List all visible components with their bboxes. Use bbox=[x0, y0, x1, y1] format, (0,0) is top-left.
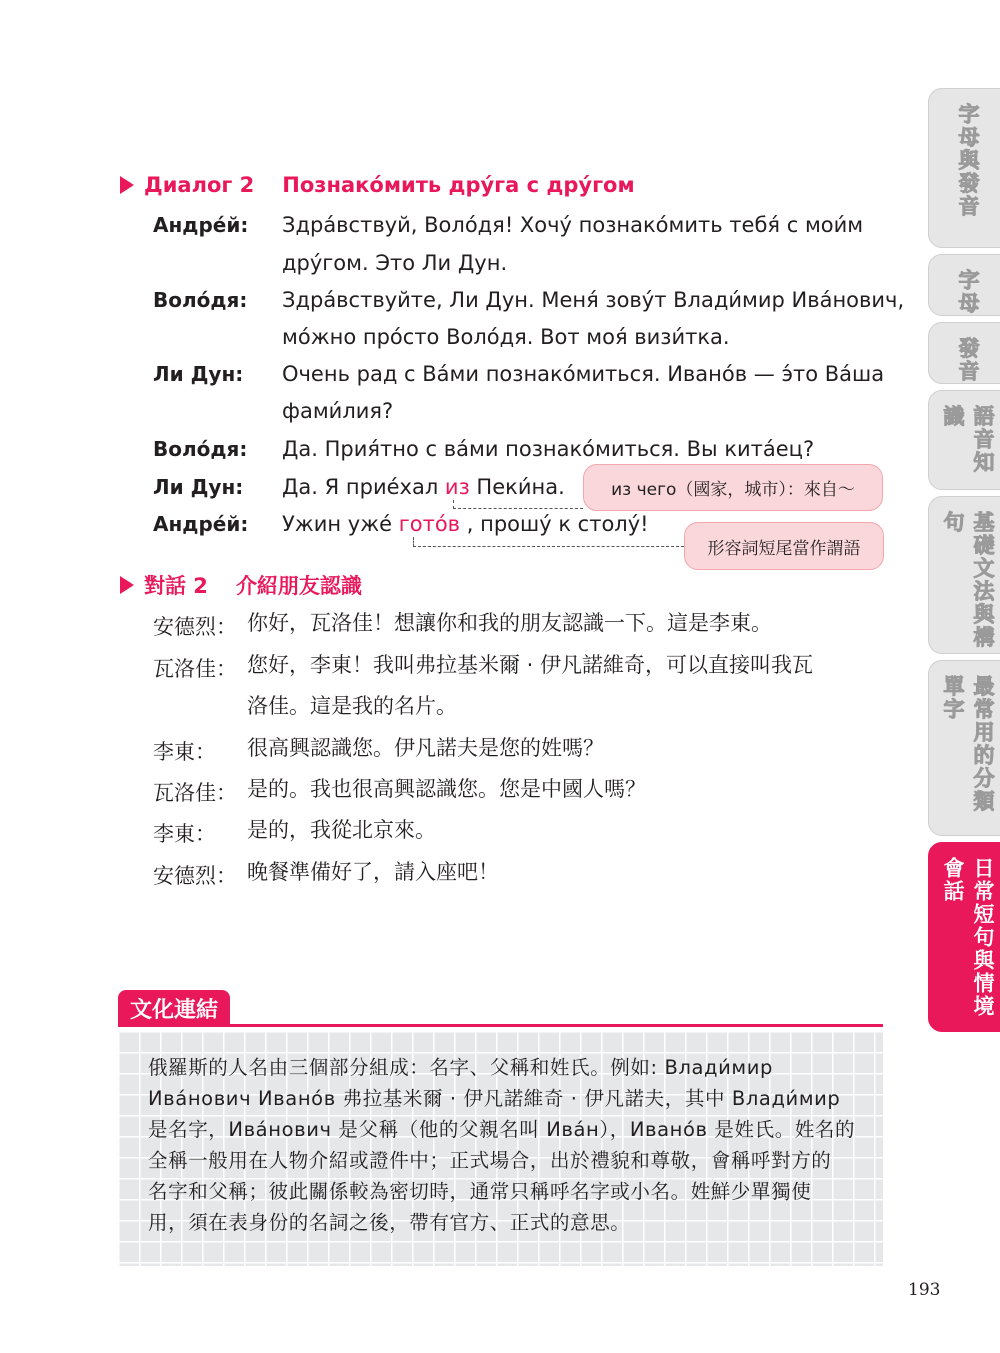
speaker: 安德烈： bbox=[153, 615, 237, 639]
speaker: Андре́й: bbox=[153, 512, 249, 536]
dialog-line: Здра́вствуйте, Ли Дун. Меня́ зову́т Влади́мир Ива́нович, bbox=[282, 288, 905, 312]
text-part: Ужин уже́ bbox=[282, 512, 399, 536]
tab-label: 字母 bbox=[956, 269, 980, 315]
dialog-line: 晚餐準備好了，請入座吧！ bbox=[247, 860, 499, 884]
speaker: Воло́дя: bbox=[153, 288, 248, 312]
note-iz: из чего（國家，城市）：來自～ bbox=[583, 464, 883, 511]
culture-line: Ива́нович Ивано́в 弗拉基米爾 · 伊凡諾維奇 · 伊凡諾夫，其中 Влади́мир bbox=[148, 1087, 841, 1110]
highlight-iz: из bbox=[444, 475, 470, 499]
dialog-line bbox=[282, 512, 649, 536]
triangle-bullet-icon bbox=[120, 576, 134, 594]
dialog-line: 是的，我從北京來。 bbox=[247, 818, 436, 842]
culture-title: 文化連結 bbox=[118, 990, 230, 1026]
tab-alphabet-pronunciation[interactable] bbox=[928, 88, 1000, 248]
tab-alphabet[interactable] bbox=[928, 254, 1000, 316]
culture-line: 名字和父稱；彼此關係較為密切時，通常只稱呼名字或小名。姓鮮少單獨使 bbox=[148, 1180, 812, 1203]
tab-phonetics[interactable] bbox=[928, 390, 1000, 490]
tab-vocabulary[interactable] bbox=[928, 660, 1000, 836]
tab-daily-conversation[interactable] bbox=[928, 842, 1000, 1032]
dialog-line: 洛佳。這是我的名片。 bbox=[247, 694, 457, 718]
culture-line: 是名字，Ива́нович 是父稱（他的父親名叫 Ива́н），Ивано́в 是姓氏。姓名的 bbox=[148, 1118, 856, 1141]
tab-label: 日常短句與情境會話 bbox=[941, 857, 995, 1018]
speaker: 瓦洛佳： bbox=[153, 781, 237, 805]
dialog-zh-title: 介紹朋友認識 bbox=[235, 574, 362, 598]
tab-label: 發音 bbox=[956, 337, 980, 383]
dialog-zh-number: 對話 2 bbox=[144, 574, 208, 598]
dialog-ru-number: Диалог 2 bbox=[144, 173, 255, 197]
tab-basic-grammar[interactable] bbox=[928, 496, 1000, 654]
tab-label: 語音知識 bbox=[941, 405, 995, 474]
dialog-line bbox=[282, 475, 565, 499]
dialog-line: дру́гом. Это Ли Дун. bbox=[282, 251, 508, 275]
dialog-line: фами́лия? bbox=[282, 399, 394, 423]
tab-label: 基礎文法與構句 bbox=[941, 511, 995, 649]
dialog-line: Очень рад с Ва́ми познако́миться. Ивано́в — э́то Ва́ша bbox=[282, 362, 885, 386]
culture-text bbox=[148, 1052, 858, 1238]
text-part: , прошу́ к столу́! bbox=[460, 512, 649, 536]
culture-line: 用，須在表身份的名詞之後，帶有官方、正式的意思。 bbox=[148, 1211, 631, 1234]
speaker: Андре́й: bbox=[153, 213, 249, 237]
dialog-line: 您好，李東！我叫弗拉基米爾 · 伊凡諾維奇，可以直接叫我瓦 bbox=[247, 653, 814, 677]
speaker: 李東： bbox=[153, 740, 216, 764]
speaker: Воло́дя: bbox=[153, 437, 248, 461]
dialog-line: 你好，瓦洛佳！想讓你和我的朋友認識一下。這是李東。 bbox=[247, 611, 772, 635]
connector-line bbox=[413, 546, 684, 547]
culture-divider bbox=[118, 1024, 883, 1027]
tab-label: 最常用的分類單字 bbox=[941, 675, 995, 813]
connector-line bbox=[453, 508, 583, 509]
culture-line: 俄羅斯的人名由三個部分組成：名字、父稱和姓氏。例如: Влади́мир bbox=[148, 1056, 773, 1079]
dialog-ru-heading bbox=[120, 173, 635, 197]
note-gotov: 形容詞短尾當作謂語 bbox=[684, 522, 884, 570]
dialog-line: мо́жно про́сто Воло́дя. Вот моя́ визи́тка. bbox=[282, 325, 730, 349]
triangle-bullet-icon bbox=[120, 176, 134, 194]
dialog-line: Да. Прия́тно с ва́ми познако́миться. Вы кита́ец? bbox=[282, 437, 815, 461]
highlight-gotov: гото́в bbox=[398, 512, 461, 536]
dialog-ru-title: Познако́мить дру́га с дру́гом bbox=[282, 173, 635, 197]
text-part: Да. Я прие́хал bbox=[282, 475, 445, 499]
tab-label: 字母與發音 bbox=[956, 103, 980, 218]
dialog-line: Здра́вствуй, Воло́дя! Хочу́ познако́мить тебя́ с мои́м bbox=[282, 213, 864, 237]
speaker: 安德烈： bbox=[153, 864, 237, 888]
speaker: 李東： bbox=[153, 822, 216, 846]
culture-line: 全稱一般用在人物介紹或證件中；正式場合，出於禮貌和尊敬，會稱呼對方的 bbox=[148, 1149, 832, 1172]
speaker: 瓦洛佳： bbox=[153, 657, 237, 681]
dialog-line: 很高興認識您。伊凡諾夫是您的姓嗎？ bbox=[247, 736, 604, 760]
page-number: 193 bbox=[908, 1280, 941, 1300]
speaker: Ли Дун: bbox=[153, 362, 244, 386]
speaker: Ли Дун: bbox=[153, 475, 244, 499]
text-part: Пеки́на. bbox=[469, 475, 565, 499]
dialog-zh-heading bbox=[120, 570, 362, 600]
tab-pronunciation[interactable] bbox=[928, 322, 1000, 384]
dialog-line: 是的。我也很高興認識您。您是中國人嗎？ bbox=[247, 777, 646, 801]
